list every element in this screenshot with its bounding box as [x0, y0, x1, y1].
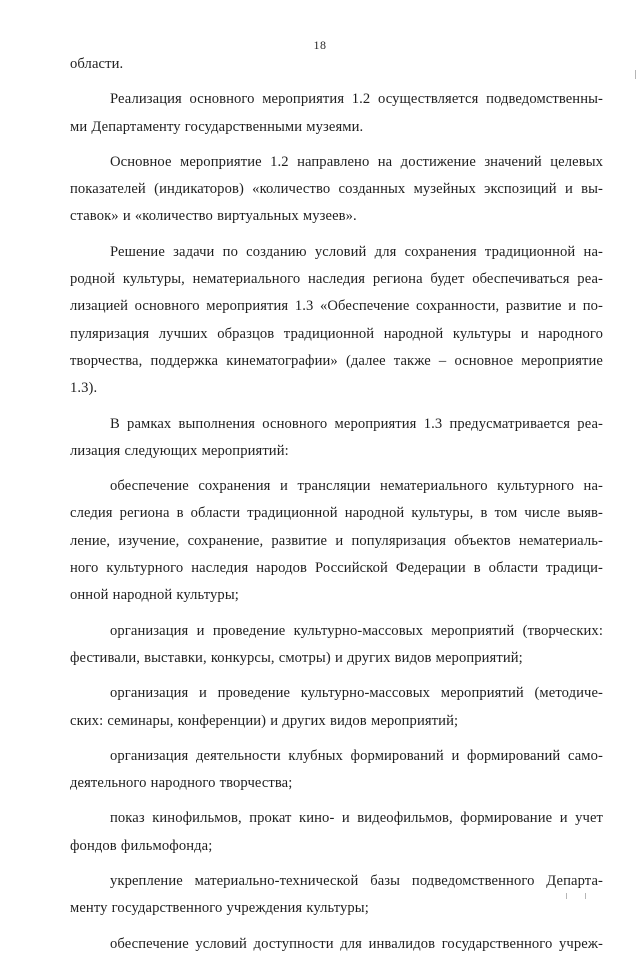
scan-edge-mark: [635, 70, 636, 79]
paragraph: [70, 931, 603, 958]
text-line: пуляризация лучших образцов традиционной народной культуры и народного: [70, 325, 603, 342]
text-line: укрепление материально-технической базы подведомственного Департа-: [110, 873, 603, 890]
text-line: обеспечение сохранения и трансляции нематериального культурного на-: [110, 478, 603, 495]
text-line: лизацией основного мероприятия 1.3 «Обеспечение сохранности, развитие и по-: [70, 298, 603, 315]
text-line: фондов фильмофонда;: [70, 837, 213, 854]
paragraph: [70, 680, 603, 735]
text-line: Основное мероприятие 1.2 направлено на достижение значений целевых: [110, 153, 603, 170]
text-line: Решение задачи по созданию условий для сохранения традиционной на-: [110, 243, 603, 260]
text-line: Реализация основного мероприятия 1.2 осуществляется подведомственны-: [110, 91, 603, 108]
scan-edge-mark: [566, 893, 567, 899]
paragraph: [70, 473, 603, 609]
text-line: лизация следующих мероприятий:: [70, 442, 289, 459]
text-line: деятельного народного творчества;: [70, 775, 293, 792]
text-line: ление, изучение, сохранение, развитие и популяризация объектов нематериаль-: [70, 532, 603, 549]
paragraph: [70, 868, 603, 923]
text-line: показателей (индикаторов) «количество созданных музейных экспозиций и вы-: [70, 181, 603, 198]
text-line: ставок» и «количество виртуальных музеев».: [70, 208, 357, 225]
text-line: творчества, поддержка кинематографии» (далее также – основное мероприятие: [70, 352, 603, 369]
text-line: области.: [70, 56, 124, 72]
scan-edge-mark: [585, 893, 586, 899]
text-line: следия региона в области традиционной народной культуры, в том числе выяв-: [70, 505, 603, 522]
text-line: организация деятельности клубных формирований и формирований само-: [110, 747, 603, 764]
text-line: В рамках выполнения основного мероприятия 1.3 предусматривается реа-: [110, 415, 603, 432]
page-number: 18: [313, 38, 327, 52]
text-line: 1.3).: [70, 380, 98, 397]
text-line: фестивали, выставки, конкурсы, смотры) и других видов мероприятий;: [70, 649, 523, 666]
text-line: обеспечение условий доступности для инвалидов государственного учреж-: [110, 935, 603, 952]
text-line: показ кинофильмов, прокат кино- и видеофильмов, формирование и учет: [110, 810, 603, 827]
paragraph: [70, 149, 603, 231]
document-body: [70, 51, 603, 958]
text-line: ских: семинары, конференции) и других видов мероприятий;: [70, 712, 459, 729]
paragraph: [70, 618, 603, 673]
text-line: ми Департаменту государственными музеями.: [70, 118, 364, 135]
text-line: родной культуры, нематериального наследия региона будет обеспечиваться реа-: [70, 271, 603, 288]
text-line: организация и проведение культурно-массовых мероприятий (методиче-: [110, 685, 603, 702]
text-line: менту государственного учреждения культуры;: [70, 900, 369, 917]
paragraph: [70, 239, 603, 403]
paragraph: [70, 743, 603, 798]
paragraph: [70, 411, 603, 466]
text-line: организация и проведение культурно-массовых мероприятий (творческих:: [110, 622, 603, 639]
text-line: ного культурного наследия народов Российской Федерации в области традици-: [70, 560, 603, 577]
paragraph: [70, 86, 603, 141]
paragraph: [70, 51, 603, 78]
paragraph: [70, 805, 603, 860]
text-line: онной народной культуры;: [70, 587, 239, 604]
